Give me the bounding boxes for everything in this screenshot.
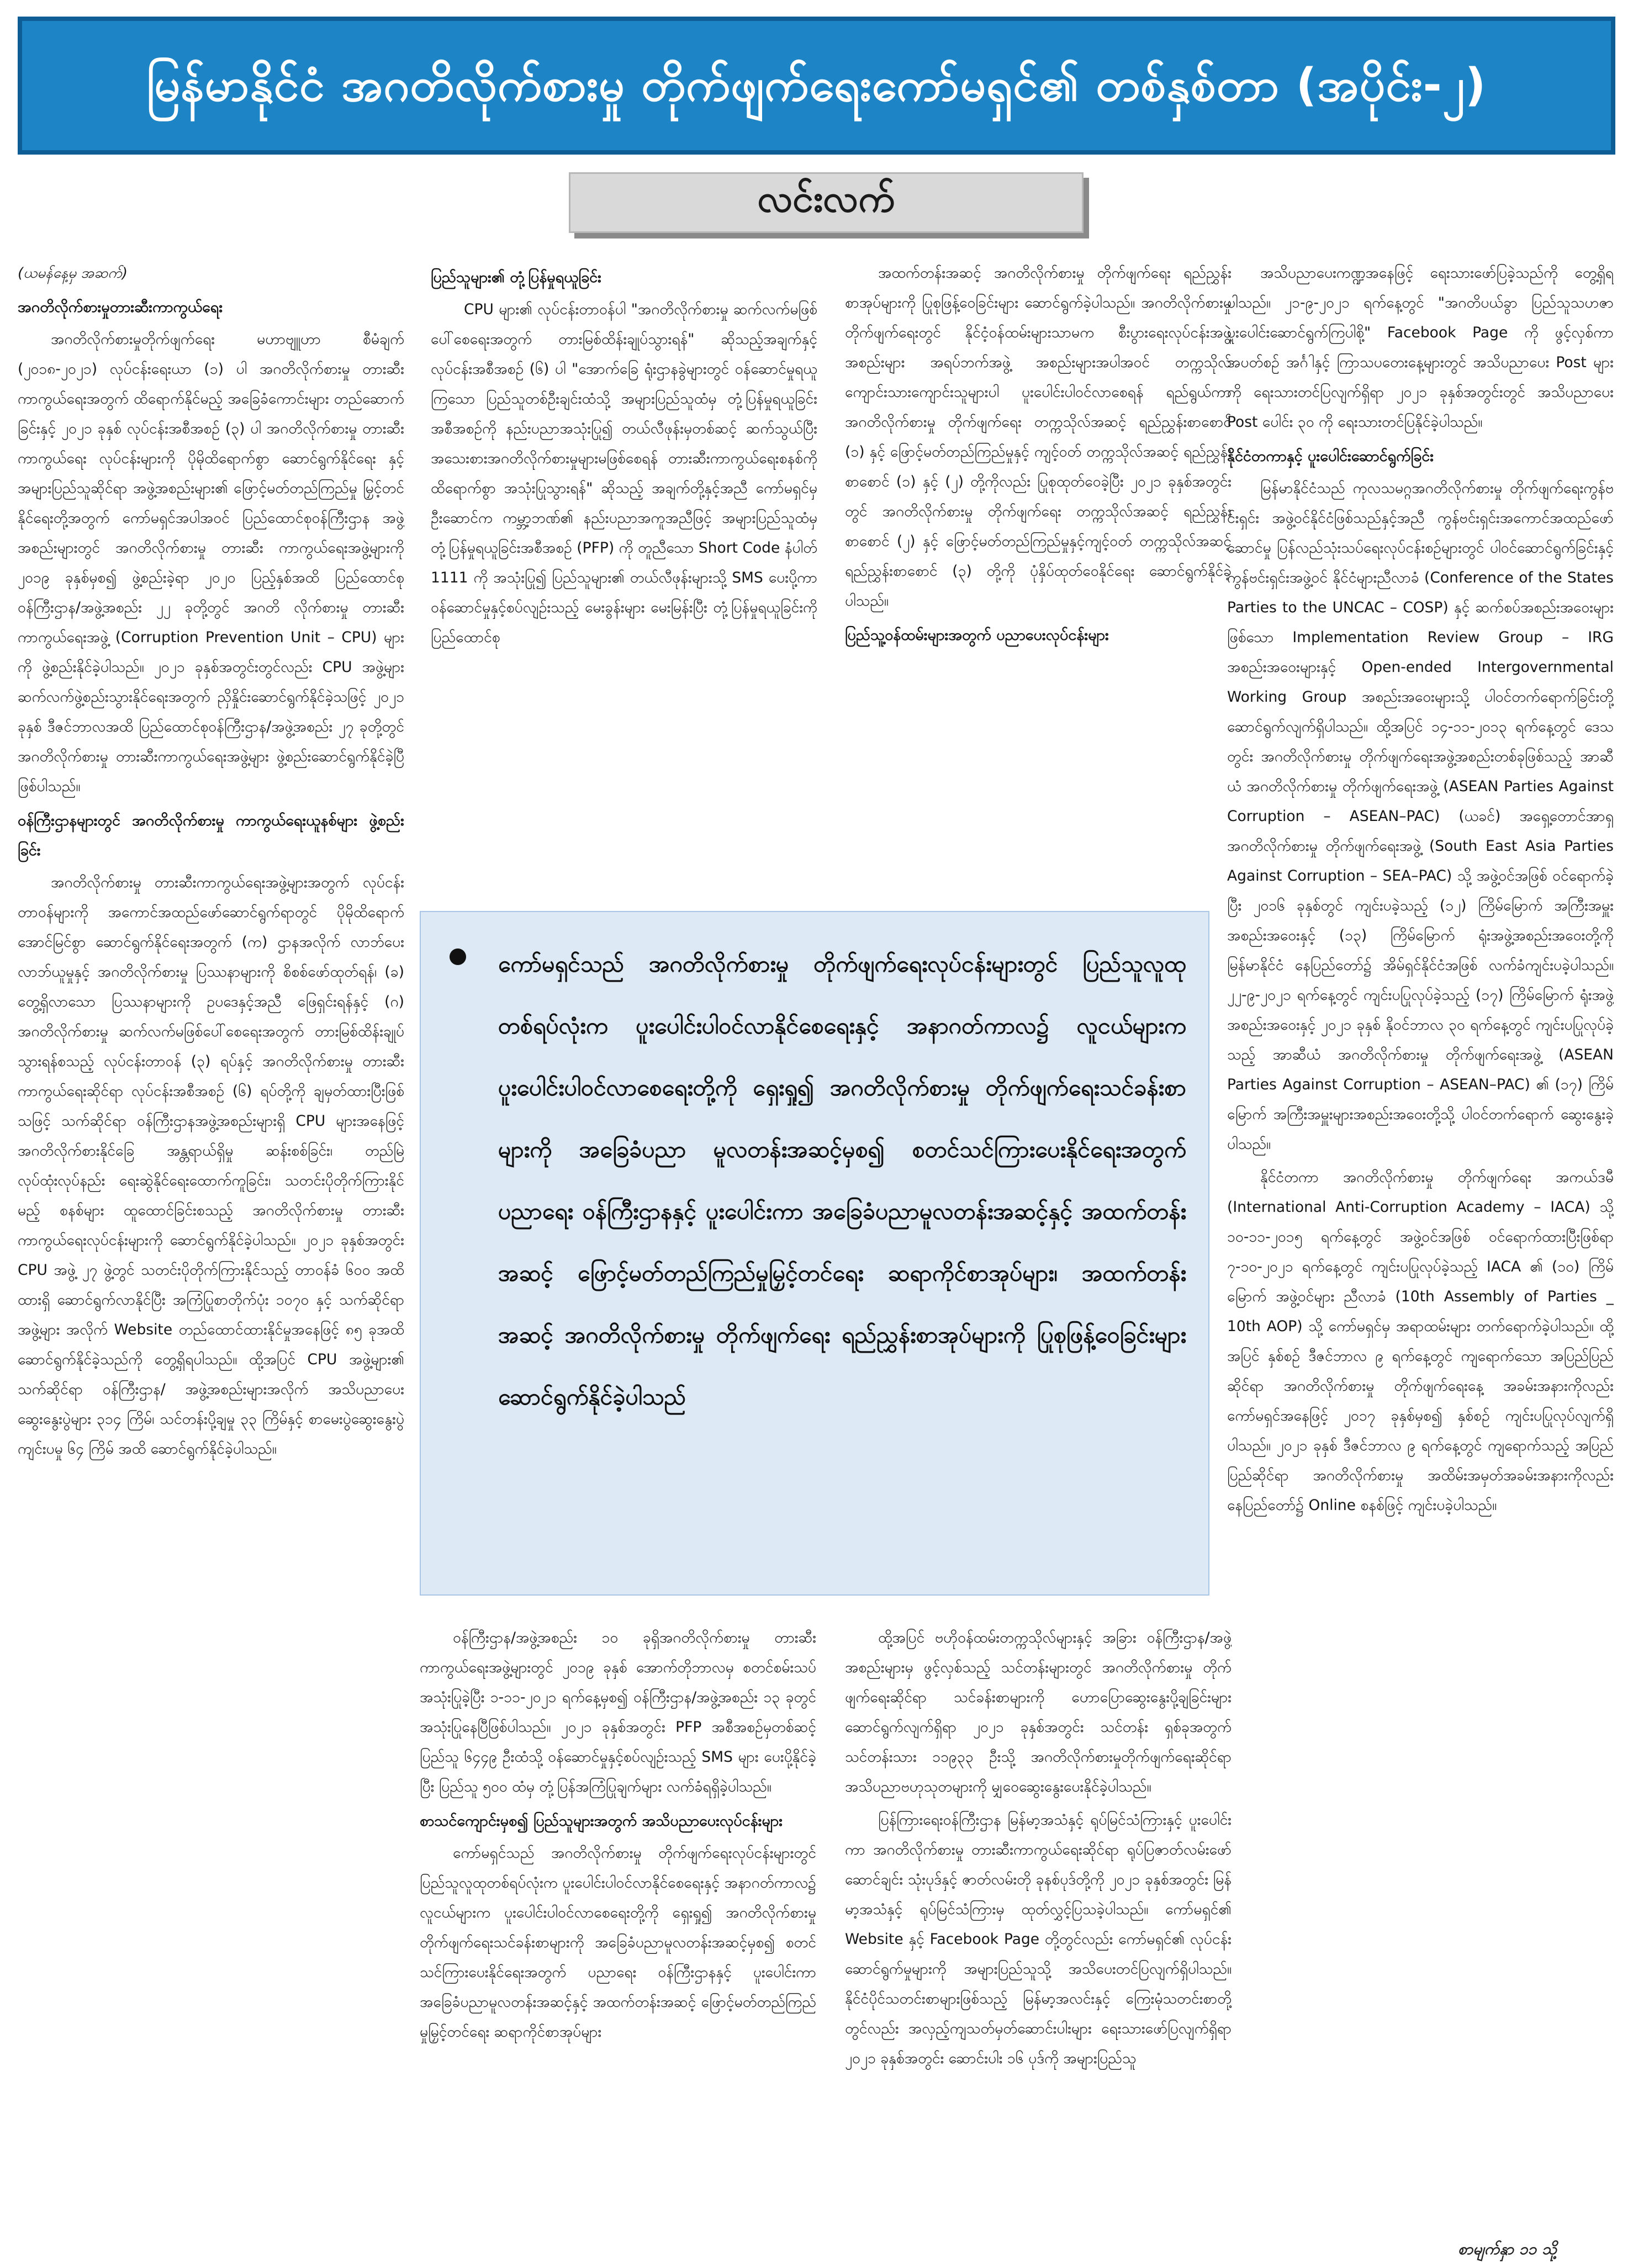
author-name: လင်းလက်: [757, 177, 895, 221]
paragraph: အသိပညာပေးကဏ္ဍအနေဖြင့် ရေးသားဖော်ပြခဲ့သည်ကို တွေ့ရှိရပါသည်။ ၂၁-၉-၂၀၂၁ ရက်နေ့တွင် "အဂတိပယ်ခွာ ပြည်သူသဟဇာ ပူးပေါင်းဆောင်ရွက်ကြပါစို့" Facebook Page ကို ဖွင့်လှစ်ကာ အပတ်စဉ် အင်္ဂါနှင့် ကြာသပတေးနေ့များတွင် အသိပညာပေး Post များကို ရေးသားတင်ပြလျက်ရှိရာ ၂၀၂၁ ခုနှစ်အတွင်းတွင် အသိပညာပေး Post ပေါင်း ၃၀ ကို ရေးသားတင်ပြနိုင်ခဲ့ပါသည်။: [1227, 264, 1614, 431]
section-heading: အဂတိလိုက်စားမှုတားဆီးကာကွယ်ရေး: [18, 299, 223, 316]
page-title: မြန်မာနိုင်ငံ အဂတိလိုက်စားမှု တိုက်ဖျက်ရေးကော်မရှင်၏ တစ်နှစ်တာ (အပိုင်း-၂): [146, 59, 1487, 112]
section-heading: ဝန်ကြီးဌာနများတွင် အဂတိလိုက်စားမှု ကာကွယ်ရေးယူနစ်များ ဖွဲ့စည်းခြင်း: [18, 812, 404, 859]
section-heading: စာသင်ကျောင်းမှစ၍ ပြည်သူများအတွက် အသိပညာပေးလုပ်ငန်းများ: [420, 1813, 783, 1830]
column-1: [18, 258, 404, 2224]
paragraph: CPU များ၏ လုပ်ငန်းတာဝန်ပါ "အဂတိလိုက်စားမှု ဆက်လက်မဖြစ်ပေါ်စေရေးအတွက် တားမြစ်ထိန်းချုပ်သွားရန်" ဆိုသည့်အချက်နှင့် လုပ်ငန်းအစီအစဉ် (၆) ပါ "အောက်ခြေ ရုံးဌာနခွဲများတွင် ဝန်ဆောင်မှုရယူကြသော ပြည်သူတစ်ဦးချင်းထံသို့ အများပြည်သူထံမှ တုံ့ပြန်မှုရယူခြင်း အစီအစဉ်ကို နည်းပညာအသုံးပြု၍ တယ်လီဖုန်းမှတစ်ဆင့် ဆက်သွယ်ပြီး အသေးစားအဂတိလိုက်စားမှုများမဖြစ်စေရန် တားဆီးကာကွယ်ရေးစနစ်ကို ထိရောက်စွာ အသုံးပြုသွားရန်" ဆိုသည့် အချက်တို့နှင့်အညီ ကော်မရှင်မှ ဦးဆောင်က ကမ္ဘာ့ဘဏ်၏ နည်းပညာအကူအညီဖြင့် အများပြည်သူထံမှ တုံ့ပြန်မှုရယူခြင်းအစီအစဉ် (PFP) ကို တူညီသော Short Code နံပါတ် 1111 ကို အသုံးပြု၍ ပြည်သူများ၏ တယ်လီဖုန်းများသို့ SMS ပေးပို့ကာ ဝန်ဆောင်မှုနှင့်စပ်လျဉ်းသည့် မေးခွန်းများ မေးမြန်းပြီး တုံ့ပြန်မှုရယူခြင်းကို ပြည်ထောင်စု: [431, 301, 817, 646]
column-3-top: [845, 258, 1232, 899]
column-3-bottom: [845, 1623, 1232, 2230]
section-heading: နိုင်ငံတကာနှင့် ပူးပေါင်းဆောင်ရွက်ခြင်း: [1227, 448, 1434, 465]
pull-quote-text: ကော်မရှင်သည် အဂတိလိုက်စားမှု တိုက်ဖျက်ရေးလုပ်ငန်းများတွင် ပြည်သူလူထုတစ်ရပ်လုံးက ပူးပေါင်းပါဝင်လာနိုင်စေရေးနှင့် အနာဂတ်ကာလ၌ လူငယ်များက ပူးပေါင်းပါဝင်လာစေရေးတို့ကို ရှေးရှု၍ အဂတိလိုက်စားမှု တိုက်ဖျက်ရေးသင်ခန်းစာများကို အခြေခံပညာ မူလတန်းအဆင့်မှစ၍ စတင်သင်ကြားပေးနိုင်ရေးအတွက် ပညာရေး ဝန်ကြီးဌာနနှင့် ပူးပေါင်းကာ အခြေခံပညာမူလတန်းအဆင့်နှင့် အထက်တန်းအဆင့် ဖြောင့်မတ်တည်ကြည်မှုမြှင့်တင်ရေး ဆရာကိုင်စာအုပ်များ၊ အထက်တန်းအဆင့် အဂတိလိုက်စားမှု တိုက်ဖျက်ရေး ရည်ညွှန်းစာအုပ်များကို ပြုစုဖြန့်ဝေခြင်းများ ဆောင်ရွက်နိုင်ခဲ့ပါသည်: [498, 951, 1186, 1410]
paragraph: ဝန်ကြီးဌာန/အဖွဲ့အစည်း ၁၀ ခုရှိအဂတိလိုက်စားမှု တားဆီးကာကွယ်ရေးအဖွဲ့များတွင် ၂၀၁၉ ခုနှစ် အောက်တိုဘာလမှ စတင်စမ်းသပ် အသုံးပြုခဲ့ပြီး ၁-၁၁-၂၀၂၁ ရက်နေ့မှစ၍ ဝန်ကြီးဌာန/အဖွဲ့အစည်း ၁၃ ခုတွင် အသုံးပြုနေပြီဖြစ်ပါသည်။ ၂၀၂၁ ခုနှစ်အတွင်း PFP အစီအစဉ်မှတစ်ဆင့် ပြည်သူ ၆၄၄၉ ဦးထံသို့ ဝန်ဆောင်မှုနှင့်စပ်လျဉ်းသည့် SMS များ ပေးပို့နိုင်ခဲ့ပြီး ပြည်သူ ၅၀၀ ထံမှ တုံ့ပြန်အကြံပြုချက်များ လက်ခံရရှိခဲ့ပါသည်။: [420, 1629, 816, 1795]
continued-note: (ယမန်နေ့မှ အဆက်): [18, 265, 128, 282]
author-box: [569, 172, 1084, 233]
paragraph: ကော်မရှင်သည် အဂတိလိုက်စားမှု တိုက်ဖျက်ရေးလုပ်ငန်းများတွင် ပြည်သူလူထုတစ်ရပ်လုံးက ပူးပေါင်းပါဝင်လာနိုင်စေရေးနှင့် အနာဂတ်ကာလ၌ လူငယ်များက ပူးပေါင်းပါဝင်လာစေရေးတို့ကို ရှေးရှု၍ အဂတိလိုက်စားမှု တိုက်ဖျက်ရေးသင်ခန်းစာများကို အခြေခံပညာမူလတန်းအဆင့်မှစ၍ စတင်သင်ကြားပေးနိုင်ရေးအတွက် ပညာရေး ဝန်ကြီးဌာနနှင့် ပူးပေါင်းကာ အခြေခံပညာမူလတန်းအဆင့်နှင့် အထက်တန်းအဆင့် ဖြောင့်မတ်တည်ကြည်မှုမြှင့်တင်ရေး ဆရာကိုင်စာအုပ်များ: [420, 1845, 816, 2041]
column-2-bottom: [420, 1623, 816, 2230]
pull-quote-box: [420, 911, 1209, 1596]
paragraph: အဂတိလိုက်စားမှု တားဆီးကာကွယ်ရေးအဖွဲ့များအတွက် လုပ်ငန်းတာဝန်များကို အကောင်အထည်ဖော်ဆောင်ရွက်ရာတွင် ပိုမိုထိရောက်အောင်မြင်စွာ ဆောင်ရွက်နိုင်ရေးအတွက် (က) ဌာနအလိုက် လာဘ်ပေးလာဘ်ယူမှုနှင့် အဂတိလိုက်စားမှု ပြဿနာများကို စိစစ်ဖော်ထုတ်ရန်၊ (ခ) တွေ့ရှိလာသော ပြဿနာများကို ဥပဒေနှင့်အညီ ဖြေရှင်းရန်နှင့် (ဂ) အဂတိလိုက်စားမှု ဆက်လက်မဖြစ်ပေါ်စေရေးအတွက် တားမြစ်ထိန်းချုပ်သွားရန်စသည့် လုပ်ငန်းတာဝန် (၃) ရပ်နှင့် အဂတိလိုက်စားမှု တားဆီးကာကွယ်ရေးဆိုင်ရာ လုပ်ငန်းအစီအစဉ် (၆) ရပ်တို့ကို ချမှတ်ထားပြီးဖြစ်သဖြင့် သက်ဆိုင်ရာ ဝန်ကြီးဌာနအဖွဲ့အစည်းများရှိ CPU များအနေဖြင့် အဂတိလိုက်စားနိုင်ခြေ အန္တရာယ်ရှိမှု ဆန်းစစ်ခြင်း၊ တည်မြဲလုပ်ထုံးလုပ်နည်း ရေးဆွဲနိုင်ရေးထောက်ကူခြင်း၊ သတင်းပိုတိုက်ကြားနိုင်မည့် စနစ်များ ထူထောင်ခြင်းစသည့် အဂတိလိုက်စားမှု တားဆီးကာကွယ်ရေးလုပ်ငန်းများကို ဆောင်ရွက်နိုင်ခဲ့ပါသည်။ ၂၀၂၁ ခုနှစ်အတွင်း CPU အဖွဲ့ ၂၇ ဖွဲ့တွင် သတင်းပိုတိုက်ကြားနိုင်သည့် တာဝန်ခံ ၆၀၀ အထိ ထားရှိ ဆောင်ရွက်လာနိုင်ပြီး အကြံပြုစာတိုက်ပုံး ၁၀၇၀ နှင့် သက်ဆိုင်ရာအဖွဲ့များ အလိုက် Website တည်ထောင်ထားနိုင်မှုအနေဖြင့် ၈၅ ခုအထိ ဆောင်ရွက်နိုင်ခဲ့သည်ကို တွေ့ရှိရပါသည်။ ထို့အပြင် CPU အဖွဲ့များ၏ သက်ဆိုင်ရာ ဝန်ကြီးဌာန/ အဖွဲ့အစည်းများအလိုက် အသိပညာပေး ဆွေးနွေးပွဲများ ၃၁၄ ကြိမ်၊ သင်တန်းပို့ချမှု ၃၃ ကြိမ်နှင့် စာမေးပွဲဆွေးနွေးပွဲ ကျင်းပမှု ၆၄ ကြိမ် အထိ ဆောင်ရွက်နိုင်ခဲ့ပါသည်။: [18, 874, 404, 1458]
paragraph: ထို့အပြင် ဗဟိုဝန်ထမ်းတက္ကသိုလ်များနှင့် အခြား ဝန်ကြီးဌာန/အဖွဲ့အစည်းများမှ ဖွင့်လှစ်သည့် သင်တန်းများတွင် အဂတိလိုက်စားမှု တိုက်ဖျက်ရေးဆိုင်ရာ သင်ခန်းစာများကို ဟောပြောဆွေးနွေးပို့ချခြင်းများ ဆောင်ရွက်လျက်ရှိရာ ၂၀၂၁ ခုနှစ်အတွင်း သင်တန်း ရှစ်ခုအတွက် သင်တန်းသား ၁၁၉၃၃ ဦးသို့ အဂတိလိုက်စားမှုတိုက်ဖျက်ရေးဆိုင်ရာ အသိပညာဗဟုသုတများကို မျှဝေဆွေးနွေးပေးနိုင်ခဲ့ပါသည်။: [845, 1629, 1232, 1795]
section-heading: ပြည်သူ့ဝန်ထမ်းများအတွက် ပညာပေးလုပ်ငန်းများ: [845, 627, 1109, 644]
column-4: [1227, 258, 1614, 2224]
bullet-icon: [450, 948, 466, 965]
paragraph: အဂတိလိုက်စားမှုတိုက်ဖျက်ရေး မဟာဗျူဟာ စီမံချက် (၂၀၁၈-၂၀၂၁) လုပ်ငန်းရေးယာ (၁) ပါ အဂတိလိုက်စားမှု တားဆီးကာကွယ်ရေးအတွက် ထိရောက်နိုင်မည့် အခြေခံကောင်းများ တည်ဆောက်ခြင်းနှင့် ၂၀၂၁ ခုနှစ် လုပ်ငန်းအစီအစဉ် (၃) ပါ အဂတိလိုက်စားမှု တားဆီးကာကွယ်ရေး လုပ်ငန်းများကို ပိုမိုထိရောက်စွာ ဆောင်ရွက်နိုင်ရေး နှင့် အများပြည်သူဆိုင်ရာ အဖွဲ့အစည်းများ၏ ဖြောင့်မတ်တည်ကြည်မှု မြှင့်တင်နိုင်ရေးတို့အတွက် ကော်မရှင်အပါအဝင် ပြည်ထောင်စုဝန်ကြီးဌာန အဖွဲ့အစည်းများတွင် အဂတိလိုက်စားမှု တားဆီး ကာကွယ်ရေးအဖွဲ့များကို ၂၀၁၉ ခုနှစ်မှစ၍ ဖွဲ့စည်းခဲ့ရာ ၂၀၂၀ ပြည့်နှစ်အထိ ပြည်ထောင်စု ဝန်ကြီးဌာန/အဖွဲ့အစည်း ၂၂ ခုတို့တွင် အဂတိ လိုက်စားမှု တားဆီးကာကွယ်ရေးအဖွဲ့ (Corruption Prevention Unit – CPU) များကို ဖွဲ့စည်းနိုင်ခဲ့ပါသည်။ ၂၀၂၁ ခုနှစ်အတွင်းတွင်လည်း CPU အဖွဲ့များ ဆက်လက်ဖွဲ့စည်းသွားနိုင်ရေးအတွက် ညှိနှိုင်းဆောင်ရွက်နိုင်ခဲ့သဖြင့် ၂၀၂၁ ခုနှစ် ဒီဇင်ဘာလအထိ ပြည်ထောင်စုဝန်ကြီးဌာန/အဖွဲ့အစည်း ၂၇ ခုတို့တွင် အဂတိလိုက်စားမှု တားဆီးကာကွယ်ရေးအဖွဲ့များ ဖွဲ့စည်းဆောင်ရွက်နိုင်ခဲ့ပြီ ဖြစ်ပါသည်။: [18, 331, 404, 795]
section-heading: ပြည်သူများ၏ တုံ့ပြန်မှုရယူခြင်း: [431, 269, 601, 286]
continued-page-note: စာမျက်နှာ ၁၁ သို့: [1458, 2240, 1557, 2258]
paragraph: ပြန်ကြားရေးဝန်ကြီးဌာန မြန်မာ့အသံနှင့် ရုပ်မြင်သံကြားနှင့် ပူးပေါင်းကာ အဂတိလိုက်စားမှု တားဆီးကာကွယ်ရေးဆိုင်ရာ ရုပ်ပြဇာတ်လမ်းဖော်ဆောင်ချင်း သုံးပုဒ်နှင့် ဇာတ်လမ်းတို ခုနစ်ပုဒ်တို့ကို ၂၀၂၁ ခုနှစ်အတွင်း မြန်မာ့အသံနှင့် ရုပ်မြင်သံကြားမှ ထုတ်လွှင့်ပြသခဲ့ပါသည်။ ကော်မရှင်၏ Website နှင့် Facebook Page တို့တွင်လည်း ကော်မရှင်၏ လုပ်ငန်းဆောင်ရွက်မှုများကို အများပြည်သူသို့ အသိပေးတင်ပြလျက်ရှိပါသည်။ နိုင်ငံပိုင်သတင်းစာများဖြစ်သည့် မြန်မာ့အလင်းနှင့် ကြေးမုံသတင်းစာတို့တွင်လည်း အလှည့်ကျသတ်မှတ်ဆောင်းပါးများ ရေးသားဖော်ပြလျက်ရှိရာ ၂၀၂၁ ခုနှစ်အတွင်း ဆောင်းပါး ၁၆ ပုဒ်ကို အများပြည်သူ: [845, 1811, 1232, 2067]
column-2-top: [431, 258, 817, 899]
title-banner: [18, 17, 1615, 155]
paragraph: နိုင်ငံတကာ အဂတိလိုက်စားမှု တိုက်ဖျက်ရေး အကယ်ဒမီ (International Anti-Corruption Academy – IACA) သို့ ၁၀-၁၁-၂၀၁၅ ရက်နေ့တွင် အဖွဲ့ဝင်အဖြစ် ဝင်ရောက်ထားပြီးဖြစ်ရာ ၇-၁၀-၂၀၂၁ ရက်နေ့တွင် ကျင်းပပြုလုပ်ခဲ့သည့် IACA ၏ (၁၀) ကြိမ်မြောက် အဖွဲ့ဝင်များ ညီလာခံ (10th Assembly of Parties _ 10th AOP) သို့ ကော်မရှင်မှ အရာထမ်းများ တက်ရောက်ခဲ့ပါသည်။ ထို့အပြင် နှစ်စဉ် ဒီဇင်ဘာလ ၉ ရက်နေ့တွင် ကျရောက်သော အပြည်ပြည်ဆိုင်ရာ အဂတိလိုက်စားမှု တိုက်ဖျက်ရေးနေ့ အခမ်းအနားကိုလည်း ကော်မရှင်အနေဖြင့် ၂၀၁၇ ခုနှစ်မှစ၍ နှစ်စဉ် ကျင်းပပြုလုပ်လျက်ရှိပါသည်။ ၂၀၂၁ ခုနှစ် ဒီဇင်ဘာလ ၉ ရက်နေ့တွင် ကျရောက်သည့် အပြည်ပြည်ဆိုင်ရာ အဂတိလိုက်စားမှု အထိမ်းအမှတ်အခမ်းအနားကိုလည်း နေပြည်တော်၌ Online စနစ်ဖြင့် ကျင်းပခဲ့ပါသည်။: [1227, 1169, 1614, 1514]
paragraph: အထက်တန်းအဆင့် အဂတိလိုက်စားမှု တိုက်ဖျက်ရေး ရည်ညွှန်းစာအုပ်များကို ပြုစုဖြန့်ဝေခြင်းများ ဆောင်ရွက်ခဲ့ပါသည်။ အဂတိလိုက်စားမှု တိုက်ဖျက်ရေးတွင် နိုင်ငံ့ဝန်ထမ်းများသာမက စီးပွားရေးလုပ်ငန်းအဖွဲ့အစည်းများ အရပ်ဘက်အဖွဲ့ အစည်းများအပါအဝင် တက္ကသိုလ်ကျောင်းသားကျောင်းသူများပါ ပူးပေါင်းပါဝင်လာစေရန် ရည်ရွယ်ကာ အဂတိလိုက်စားမှု တိုက်ဖျက်ရေး တက္ကသိုလ်အဆင့် ရည်ညွှန်းစာစောင် (၁) နှင့် ဖြောင့်မတ်တည်ကြည်မှုနှင့် ကျင့်ဝတ် တက္ကသိုလ်အဆင့် ရည်ညွှန်းစာစောင် (၁) နှင့် (၂) တို့ကိုလည်း ပြုစုထုတ်ဝေခဲ့ပြီး ၂၀၂၁ ခုနှစ်အတွင်းတွင် အဂတိလိုက်စားမှု တိုက်ဖျက်ရေး တက္ကသိုလ်အဆင့် ရည်ညွှန်းစာစောင် (၂) နှင့် ဖြောင့်မတ်တည်ကြည်မှုနှင့်ကျင့်ဝတ် တက္ကသိုလ်အဆင့် ရည်ညွှန်းစာစောင် (၃) တို့ကို ပုံနှိပ်ထုတ်ဝေနိုင်ရေး ဆောင်ရွက်နိုင်ခဲ့ပါသည်။: [845, 264, 1232, 610]
paragraph: မြန်မာနိုင်ငံသည် ကုလသမဂ္ဂအဂတိလိုက်စားမှု တိုက်ဖျက်ရေးကွန်ဗင်းရှင်း အဖွဲ့ဝင်နိုင်ငံဖြစ်သည်နှင့်အညီ ကွန်ဗင်းရှင်းအကောင်အထည်ဖော်ဆောင်မှု ပြန်လည်သုံးသပ်ရေးလုပ်ငန်းစဉ်များတွင် ပါဝင်ဆောင်ရွက်ခြင်းနှင့် ကွန်ဗင်းရှင်းအဖွဲ့ဝင် နိုင်ငံများညီလာခံ (Conference of the States Parties to the UNCAC – COSP) နှင့် ဆက်စပ်အစည်းအဝေးများဖြစ်သော Implementation Review Group – IRG အစည်းအဝေးများနှင့် Open-ended Intergovernmental Working Group အစည်းအဝေးများသို့ ပါဝင်တက်ရောက်ခြင်းတို့ ဆောင်ရွက်လျက်ရှိပါသည်။ ထို့အပြင် ၁၄-၁၁-၂၀၁၃ ရက်နေ့တွင် ဒေသတွင်း အဂတိလိုက်စားမှု တိုက်ဖျက်ရေးအဖွဲ့အစည်းတစ်ခုဖြစ်သည့် အာဆီယံ အဂတိလိုက်စားမှု တိုက်ဖျက်ရေးအဖွဲ့ (ASEAN Parties Against Corruption – ASEAN–PAC) (ယခင်) အရှေ့တောင်အာရှ အဂတိလိုက်စားမှု တိုက်ဖျက်ရေးအဖွဲ့ (South East Asia Parties Against Corruption – SEA–PAC) သို့ အဖွဲ့ဝင်အဖြစ် ဝင်ရောက်ခဲ့ပြီး ၂၀၁၆ ခုနှစ်တွင် ကျင်းပခဲ့သည့် (၁၂) ကြိမ်မြောက် အကြီးအမှူးအစည်းအဝေးနှင့် (၁၃) ကြိမ်မြောက် ရုံးအဖွဲ့အစည်းအဝေးတို့ကို မြန်မာနိုင်ငံ နေပြည်တော်၌ အိမ်ရှင်နိုင်ငံအဖြစ် လက်ခံကျင်းပခဲ့ပါသည်။ ၂၂-၉-၂၀၂၁ ရက်နေ့တွင် ကျင်းပပြုလုပ်ခဲ့သည့် (၁၇) ကြိမ်မြောက် ရုံးအဖွဲ့အစည်းအဝေးနှင့် ၂၀၂၁ ခုနှစ် နိုဝင်ဘာလ ၃၀ ရက်နေ့တွင် ကျင်းပပြုလုပ်ခဲ့သည့် အာဆီယံ အဂတိလိုက်စားမှု တိုက်ဖျက်ရေးအဖွဲ့ (ASEAN Parties Against Corruption – ASEAN–PAC) ၏ (၁၇) ကြိမ်မြောက် အကြီးအမှူးများအစည်းအဝေးတို့သို့ ပါဝင်တက်ရောက် ဆွေးနွေးခဲ့ပါသည်။: [1227, 480, 1614, 1153]
